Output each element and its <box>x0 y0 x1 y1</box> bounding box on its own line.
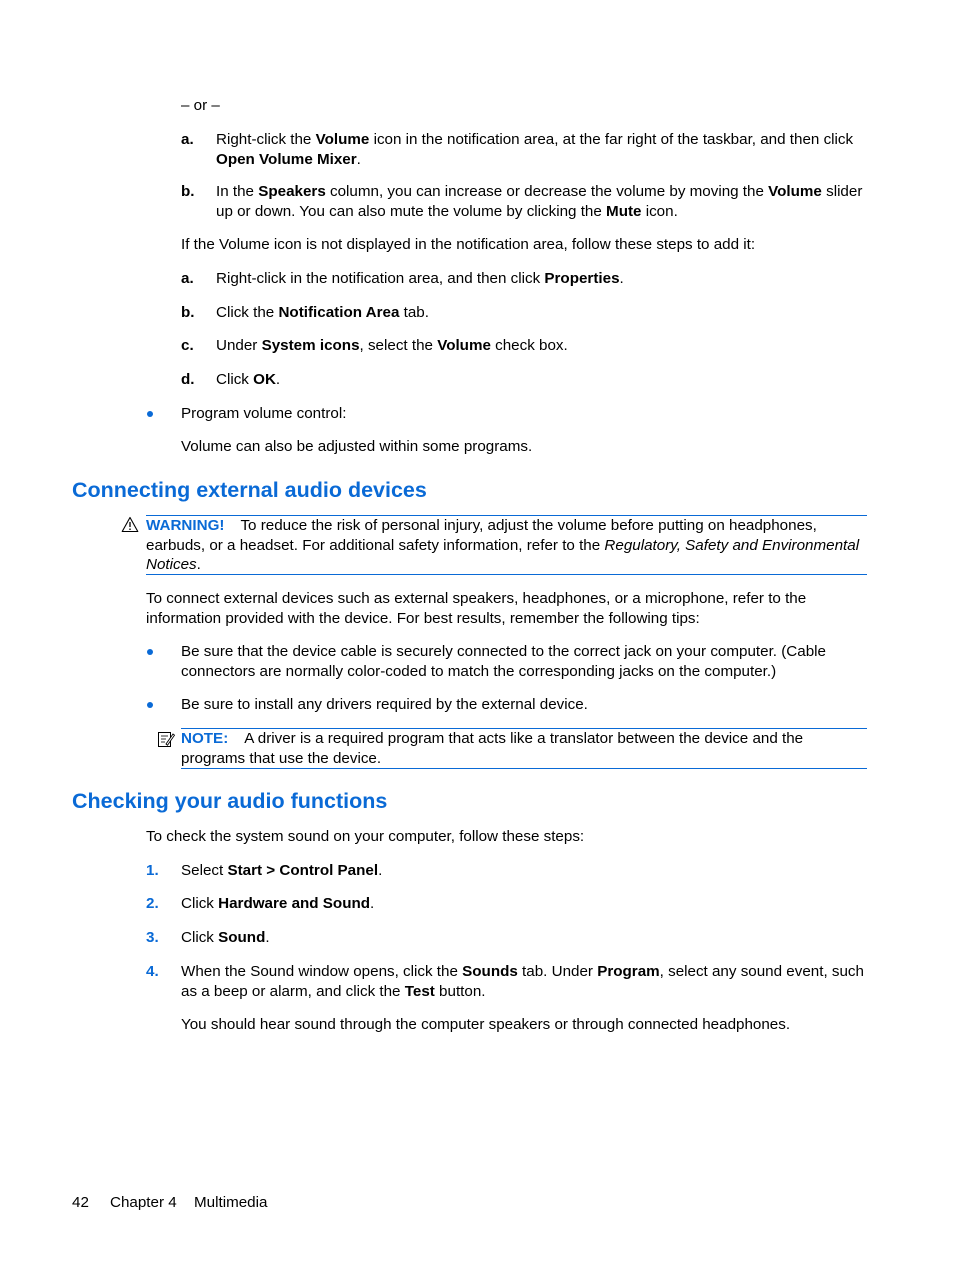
step-label-b: b. <box>181 183 195 200</box>
program-volume-bullet: Program volume control: <box>181 405 347 422</box>
note-bottom-rule <box>181 768 867 769</box>
add-icon-step-d: Click OK. <box>216 371 281 388</box>
checking-step-3: Click Sound. <box>181 929 270 946</box>
step-label-b: b. <box>181 304 195 321</box>
checking-step-1: Select Start > Control Panel. <box>181 862 383 879</box>
step-number: 1. <box>146 862 159 879</box>
step-number: 3. <box>146 929 159 946</box>
step-label-a: a. <box>181 131 194 148</box>
step-number: 4. <box>146 963 159 980</box>
list-item: Be sure that the device cable is securely connected to the correct jack on your computer. (Cable connectors are normally color-coded to match the corresponding jacks on the computer.) <box>181 643 826 680</box>
checking-intro: To check the system sound on your computer, follow these steps: <box>146 828 585 845</box>
program-volume-note: Volume can also be adjusted within some programs. <box>181 438 533 455</box>
connecting-intro: To connect external devices such as external speakers, headphones, or a microphone, refer to the information provided with the device. For best results, remember the following tips: <box>146 590 807 627</box>
warning-bottom-rule <box>146 574 867 575</box>
note-pad-icon <box>157 730 175 748</box>
volume-mixer-step-b: In the Speakers column, you can increase or decrease the volume by moving the Volume slider up or down. You can also mute the volume by clicking the Mute icon. <box>216 183 863 220</box>
add-icon-step-c: Under System icons, select the Volume check box. <box>216 337 568 354</box>
bullet-dot <box>147 411 153 417</box>
bullet-dot <box>147 649 153 655</box>
warning-triangle-icon <box>121 516 139 533</box>
note-label: NOTE: <box>181 730 229 747</box>
footer-title: Multimedia <box>194 1194 268 1211</box>
checking-step-2: Click Hardware and Sound. <box>181 895 375 912</box>
warning-label: WARNING! <box>146 517 225 534</box>
warning-callout: WARNING! To reduce the risk of personal injury, adjust the volume before putting on headphones, earbuds, or a headset. For additional safety information, refer to the Regulatory, Safety and Environmental Notices. <box>146 517 860 573</box>
checking-result: You should hear sound through the computer speakers or through connected headphones. <box>181 1016 791 1033</box>
step-label-a: a. <box>181 270 194 287</box>
footer-chapter: Chapter 4 <box>110 1194 177 1211</box>
bullet-dot <box>147 702 153 708</box>
add-icon-step-b: Click the Notification Area tab. <box>216 304 429 321</box>
list-item: Be sure to install any drivers required by the external device. <box>181 696 588 713</box>
checking-step-4: When the Sound window opens, click the Sounds tab. Under Program, select any sound event, such as a beep or alarm, and click the Test button. <box>181 963 864 1000</box>
step-label-c: c. <box>181 337 194 354</box>
add-icon-intro: If the Volume icon is not displayed in the notification area, follow these steps to add it: <box>181 236 756 253</box>
or-separator: – or – <box>181 97 220 114</box>
section-heading-checking: Checking your audio functions <box>72 789 388 813</box>
note-callout: NOTE: A driver is a required program that acts like a translator between the device and the programs that use the device. <box>181 730 804 767</box>
page-number: 42 <box>72 1194 89 1211</box>
add-icon-step-a: Right-click in the notification area, and then click Properties. <box>216 270 624 287</box>
section-heading-connecting: Connecting external audio devices <box>72 478 427 502</box>
step-label-d: d. <box>181 371 195 388</box>
volume-mixer-step-a: Right-click the Volume icon in the notification area, at the far right of the taskbar, and then click Open Volume Mixer. <box>216 131 854 168</box>
step-number: 2. <box>146 895 159 912</box>
